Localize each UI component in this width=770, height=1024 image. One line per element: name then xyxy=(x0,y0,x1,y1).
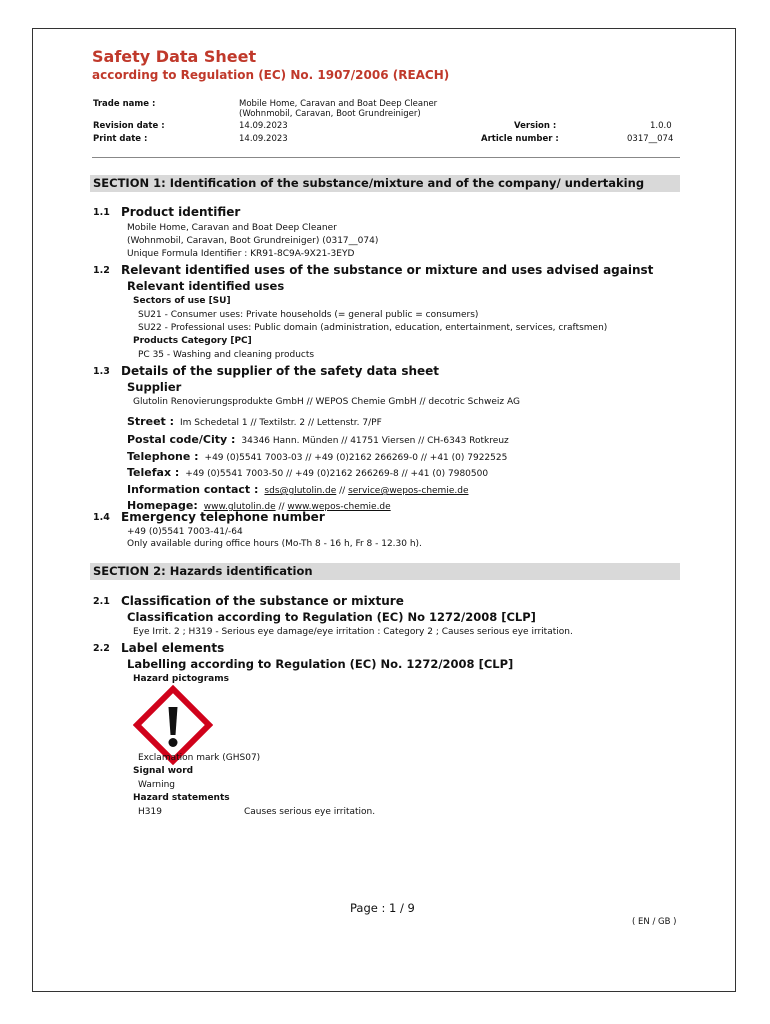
email-link-glutolin[interactable]: sds@glutolin.de xyxy=(264,486,337,496)
signal-word: Warning xyxy=(138,780,176,790)
subsection-1-3-number: 1.3 xyxy=(93,366,110,377)
street-label: Street : xyxy=(127,415,175,428)
telefax-label: Telefax : xyxy=(127,466,180,479)
subsection-1-1-title: Product identifier xyxy=(121,205,241,219)
subsection-1-1-number: 1.1 xyxy=(93,207,110,218)
street-value: Im Schedetal 1 // Textilstr. 2 // Lettenstr. 7/PF xyxy=(180,418,382,428)
clp-classification-heading: Classification according to Regulation (EC) No 1272/2008 [CLP] xyxy=(127,610,536,624)
hazard-statements-label: Hazard statements xyxy=(133,793,230,803)
subsection-2-2-title: Label elements xyxy=(121,641,225,655)
telephone-label: Telephone : xyxy=(127,450,199,463)
clp-labelling-heading: Labelling according to Regulation (EC) No. 1272/2008 [CLP] xyxy=(127,657,514,671)
section-1-heading: SECTION 1: Identification of the substance/mixture and of the company/ undertaking xyxy=(90,175,680,192)
postal-value: 34346 Hann. Münden // 41751 Viersen // CH-6343 Rotkreuz xyxy=(241,436,509,446)
relevant-uses-heading: Relevant identified uses xyxy=(127,279,285,293)
email-separator: // xyxy=(336,486,349,496)
pictogram-caption: Exclamation mark (GHS07) xyxy=(138,753,261,763)
subsection-1-2-title: Relevant identified uses of the substance or mixture and uses advised against xyxy=(121,263,654,277)
hazard-pictograms-label: Hazard pictograms xyxy=(133,674,229,684)
unique-formula-identifier: Unique Formula Identifier : KR91-8C9A-9X21-3EYD xyxy=(127,249,355,259)
homepage-separator: // xyxy=(275,502,288,512)
su22-text: SU22 - Professional uses: Public domain (administration, education, entertainment, services, craftsmen) xyxy=(138,323,608,333)
classification-text: Eye Irrit. 2 ; H319 - Serious eye damage/eye irritation : Category 2 ; Causes serious eye irritation. xyxy=(133,627,573,637)
hazard-statement-code: H319 xyxy=(138,807,162,817)
document-subtitle: according to Regulation (EC) No. 1907/2006 (REACH) xyxy=(92,68,450,82)
article-number-label: Article number : xyxy=(481,134,559,144)
subsection-2-1-title: Classification of the substance or mixture xyxy=(121,594,404,608)
street-row xyxy=(127,410,382,429)
emergency-phone: +49 (0)5541 7003-41/-64 xyxy=(127,527,243,537)
subsection-1-3-title: Details of the supplier of the safety data sheet xyxy=(121,364,440,378)
subsection-1-4-title: Emergency telephone number xyxy=(121,510,325,524)
supplier-heading: Supplier xyxy=(127,380,182,394)
trade-name-line1: Mobile Home, Caravan and Boat Deep Cleaner xyxy=(239,99,438,109)
revision-date-label: Revision date : xyxy=(93,121,165,131)
telefax-value: +49 (0)5541 7003-50 // +49 (0)2162 266269-8 // +41 (0) 7980500 xyxy=(185,469,489,479)
postal-label: Postal code/City : xyxy=(127,433,236,446)
print-date-label: Print date : xyxy=(93,134,148,144)
product-name-line1: Mobile Home, Caravan and Boat Deep Cleaner xyxy=(127,223,337,233)
pc35-text: PC 35 - Washing and cleaning products xyxy=(138,350,315,360)
trade-name-line2: (Wohnmobil, Caravan, Boot Grundreiniger) xyxy=(239,109,421,119)
revision-date: 14.09.2023 xyxy=(239,121,288,131)
homepage-label: Homepage: xyxy=(127,499,198,512)
version-label: Version : xyxy=(514,121,557,131)
telephone-value: +49 (0)5541 7003-03 // +49 (0)2162 266269-0 // +41 (0) 7922525 xyxy=(204,453,508,463)
signal-word-label: Signal word xyxy=(133,766,194,776)
subsection-2-1-number: 2.1 xyxy=(93,596,110,607)
version-value: 1.0.0 xyxy=(650,121,672,131)
subsection-1-2-number: 1.2 xyxy=(93,265,110,276)
emergency-hours: Only available during office hours (Mo-Th 8 - 16 h, Fr 8 - 12.30 h). xyxy=(127,539,422,549)
subsection-1-4-number: 1.4 xyxy=(93,512,110,523)
email-link-wepos[interactable]: service@wepos-chemie.de xyxy=(348,486,469,496)
su21-text: SU21 - Consumer uses: Private households (= general public = consumers) xyxy=(138,310,479,320)
subsection-2-2-number: 2.2 xyxy=(93,643,110,654)
language-code: ( EN / GB ) xyxy=(632,917,677,927)
section-2-heading: SECTION 2: Hazards identification xyxy=(90,563,680,580)
homepage-link-wepos[interactable]: www.wepos-chemie.de xyxy=(287,502,391,512)
sectors-of-use-label: Sectors of use [SU] xyxy=(133,296,231,306)
products-category-label: Products Category [PC] xyxy=(133,336,252,346)
product-name-line2: (Wohnmobil, Caravan, Boot Grundreiniger) (0317__074) xyxy=(127,236,379,246)
header-divider xyxy=(92,157,680,158)
information-contact-label: Information contact : xyxy=(127,483,259,496)
homepage-link-glutolin[interactable]: www.glutolin.de xyxy=(203,502,276,512)
trade-name-label: Trade name : xyxy=(93,99,156,109)
page-number: Page : 1 / 9 xyxy=(350,901,415,915)
article-number: 0317__074 xyxy=(627,134,674,144)
hazard-statement-text: Causes serious eye irritation. xyxy=(244,807,376,817)
supplier-names: Glutolin Renovierungsprodukte GmbH // WEPOS Chemie GmbH // decotric Schweiz AG xyxy=(133,397,520,407)
document-title: Safety Data Sheet xyxy=(92,47,257,66)
print-date: 14.09.2023 xyxy=(239,134,288,144)
